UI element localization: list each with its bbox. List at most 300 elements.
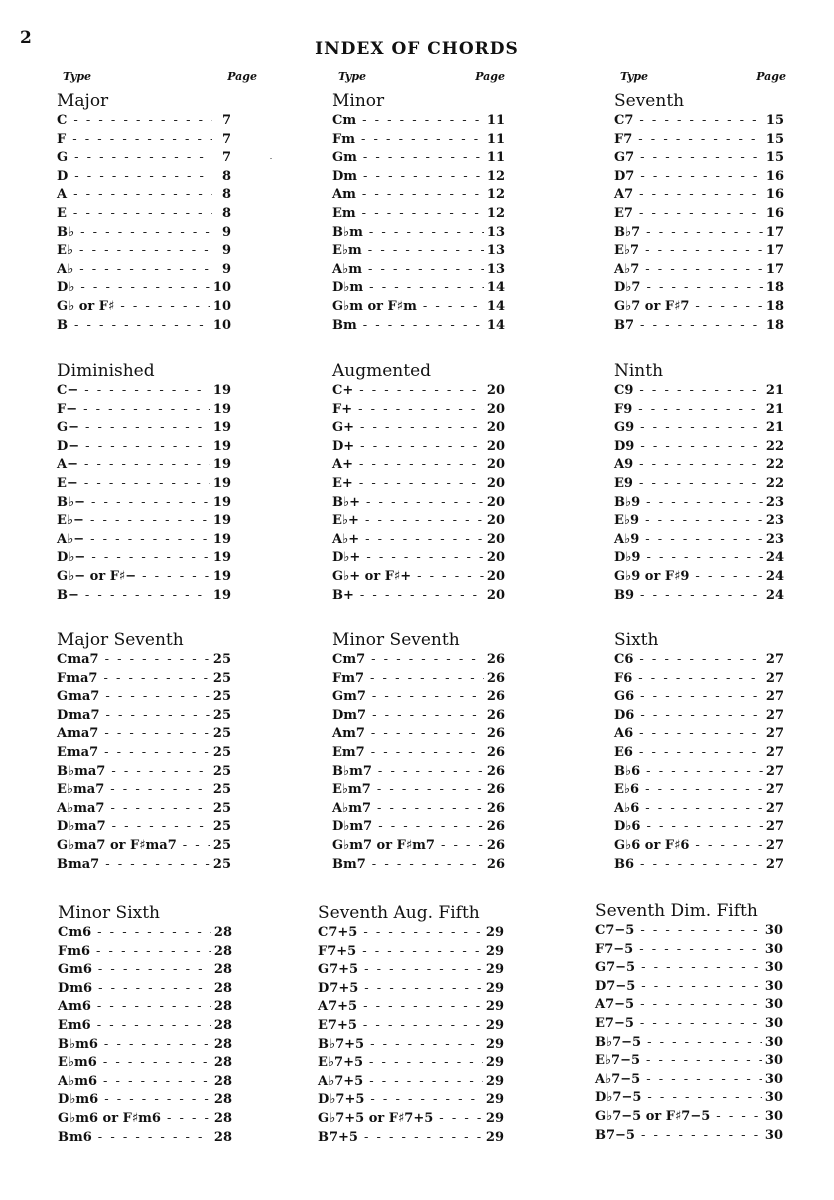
dot-leader [695,300,762,314]
chord-row [614,298,784,317]
chord-name: G9 [614,420,635,436]
chord-name: F [57,131,67,147]
chord-name: Em6 [58,1017,91,1033]
chord-row [614,781,784,800]
dot-leader [640,170,763,184]
chord-name: A♭− [57,531,85,547]
page-ref: 20 [486,457,505,473]
page-ref: 15 [765,131,784,147]
page-ref: 26 [486,726,505,742]
chord-name: Dma7 [57,707,100,723]
chord-row [318,961,504,980]
dot-leader [639,943,762,957]
page-ref: 20 [486,438,505,454]
chord-name: B− [57,587,79,603]
chord-name: C7−5 [595,923,635,938]
dot-leader [641,961,762,975]
dot-leader [639,188,763,202]
dot-leader [73,207,212,221]
page-ref: 23 [765,513,784,529]
page-ref: 20 [486,513,505,529]
dot-leader [91,496,210,510]
dot-leader [105,690,210,704]
dot-leader [112,820,210,834]
chord-row [595,959,783,978]
chord-name: A♭m6 [58,1073,98,1089]
dot-leader [638,403,763,417]
chord-list [57,382,231,605]
dot-leader [366,551,484,565]
chord-name: G [57,150,69,166]
page-ref: 20 [486,420,505,436]
chord-list [595,922,783,1145]
dot-leader [377,802,484,816]
chord-row [332,725,505,744]
dot-leader [640,858,763,872]
chord-name: E [57,205,67,221]
dot-leader [91,551,210,565]
chord-row [614,512,784,531]
page-ref: 14 [486,280,505,296]
section-title: Diminished [57,361,155,381]
section-seventh-aug-fifth [318,903,504,1147]
chord-row [332,781,505,800]
page-ref: 30 [764,941,783,957]
dot-leader [83,403,210,417]
page-ref: 26 [486,782,505,798]
dot-leader [84,384,210,398]
page-ref: 30 [764,1053,783,1069]
section-minor [332,91,505,335]
dot-leader [377,783,484,797]
chord-row [332,494,505,513]
dot-leader [638,133,763,147]
chord-row [57,781,231,800]
dot-leader [183,839,210,853]
chord-row [332,707,505,726]
chord-name: B7+5 [318,1129,358,1145]
dot-leader [640,709,763,723]
chord-row [614,317,784,336]
page-ref: 30 [764,1108,783,1124]
chord-row [614,419,784,438]
dot-leader [80,226,212,240]
page-ref: 16 [765,187,784,203]
page-ref: 15 [765,150,784,166]
page-ref: 26 [486,819,505,835]
page-ref: 14 [486,298,505,314]
page-ref: 18 [765,280,784,296]
chord-row [318,980,504,999]
chord-name: C− [57,383,79,398]
section-augmented [332,361,505,605]
page-ref: 27 [765,763,784,779]
chord-row [58,961,232,980]
chord-row [332,531,505,550]
page-ref: 29 [485,943,504,959]
chord-row [614,549,784,568]
dot-leader [695,839,762,853]
chord-row [614,475,784,494]
dot-leader [363,170,484,184]
chord-name: B♭6 [614,763,641,779]
page-ref: 24 [765,587,784,603]
page-ref: 27 [765,652,784,667]
dot-leader [364,963,483,977]
dot-leader [110,783,210,797]
section-ninth [614,361,784,605]
page-ref: 19 [212,438,231,454]
chord-name: A7−5 [595,997,635,1013]
chord-name: G7 [614,150,635,166]
chord-row [595,996,783,1015]
page-ref: 19 [212,587,231,603]
page-ref: 19 [212,550,231,566]
type-header: Type [338,70,367,83]
chord-row [332,651,505,670]
chord-row [332,670,505,689]
dot-leader [79,263,212,277]
dot-leader [645,533,763,547]
section-major [57,91,231,335]
chord-name: A− [57,457,78,473]
chord-row [57,651,231,670]
chord-name: C+ [332,383,354,398]
page-ref: 29 [485,1073,504,1089]
chord-row [58,1017,232,1036]
dot-leader [73,114,212,128]
chord-row [57,382,231,401]
chord-name: D7−5 [595,978,636,994]
dot-leader [364,982,483,996]
chord-name: B+ [332,587,354,603]
chord-row [57,475,231,494]
dot-leader [371,746,484,760]
dot-leader [73,188,212,202]
page-header: Page [227,70,257,83]
page-ref: 20 [486,494,505,510]
page-ref: 29 [485,999,504,1015]
page-ref: 19 [212,383,231,398]
chord-row [57,688,231,707]
chord-row [332,317,505,336]
page-ref: 25 [212,800,231,816]
chord-name: E♭9 [614,513,640,529]
chord-name: F6 [614,670,633,686]
dot-leader [363,1000,483,1014]
chord-list [332,112,505,335]
page-ref: 27 [765,782,784,798]
chord-row [614,800,784,819]
page-ref: 30 [764,978,783,994]
chord-list [614,382,784,605]
dot-leader [85,589,210,603]
chord-name: G♭m7 or F♯m7 [332,837,435,853]
page-ref: 28 [213,943,232,959]
page-ref: 7 [221,150,231,166]
page-ref: 19 [212,494,231,510]
dot-leader [104,1038,211,1052]
dot-leader [360,421,484,435]
chord-row [332,382,505,401]
dot-leader [646,765,763,779]
chord-row [614,568,784,587]
chord-name: G7+5 [318,962,359,978]
chord-row [332,298,505,317]
chord-name: E♭m [332,243,362,259]
chord-row [614,725,784,744]
chord-name: F7+5 [318,943,357,959]
dot-leader [639,477,763,491]
chord-row [595,1089,783,1108]
page-ref: 8 [221,168,231,184]
page-ref: 24 [765,550,784,566]
dot-leader [372,709,484,723]
page-ref: 17 [765,224,784,240]
chord-name: D− [57,438,80,454]
chord-name: E− [57,475,78,491]
chord-row [318,998,504,1017]
chord-name: D♭+ [332,550,361,566]
chord-row [332,279,505,298]
chord-row [595,922,783,941]
chord-row [57,587,231,606]
dot-leader [645,263,763,277]
chord-row [332,763,505,782]
dot-leader [358,403,484,417]
dot-leader [74,319,210,333]
dot-leader [645,514,763,528]
page-ref: 15 [765,113,784,128]
chord-name: G6 [614,689,635,705]
page-ref: 21 [765,420,784,436]
page-ref: 30 [764,960,783,976]
page-ref: 19 [212,401,231,417]
chord-row [58,1091,232,1110]
dot-leader [97,1000,211,1014]
dot-leader [639,458,763,472]
page-ref: 26 [486,763,505,779]
dot-leader [640,440,763,454]
dot-leader [362,188,484,202]
page-ref: 22 [765,457,784,473]
dot-leader [74,151,212,165]
chord-name: A7 [614,187,634,203]
chord-row [332,549,505,568]
page-ref: 13 [486,261,505,277]
page-ref: 26 [486,670,505,686]
page-ref: 27 [765,707,784,723]
chord-name: Dm6 [58,980,93,996]
chord-name: E♭ [57,243,74,259]
chord-row [614,670,784,689]
chord-row [332,512,505,531]
page-ref: 25 [212,652,231,667]
dot-leader [639,727,763,741]
section-minor-seventh [332,630,505,874]
chord-row [58,980,232,999]
chord-row [332,818,505,837]
chord-name: C6 [614,652,634,667]
dot-leader [646,1073,762,1087]
page-ref: 24 [765,568,784,584]
dot-leader [369,226,484,240]
dot-leader [640,421,763,435]
page-ref: 26 [486,652,505,667]
page-ref: 10 [212,298,231,314]
page-ref: 25 [212,763,231,779]
page-ref: 7 [221,131,231,147]
page-ref: 25 [212,670,231,686]
chord-row [57,112,231,131]
page-ref: 12 [486,187,505,203]
chord-list [57,112,231,335]
chord-name: D♭m [332,280,364,296]
chord-name: Fm6 [58,943,91,959]
chord-name: Ama7 [57,726,99,742]
chord-name: Cma7 [57,652,99,667]
chord-name: Cm7 [332,652,366,667]
page-ref: 19 [212,420,231,436]
dot-leader [103,672,209,686]
chord-name: Fm [332,131,355,147]
chord-row [614,261,784,280]
chord-row [318,1073,504,1092]
dot-leader [423,300,484,314]
chord-name: C7 [614,113,634,128]
chord-row [614,382,784,401]
chord-row [58,1110,232,1129]
dot-leader [378,765,484,779]
dot-leader [72,133,212,147]
chord-row [332,131,505,150]
chord-name: E♭m6 [58,1055,97,1071]
chord-name: B♭m6 [58,1036,98,1052]
dot-leader [640,998,762,1012]
column-header-1 [57,70,257,86]
page-ref: 30 [764,923,783,938]
dot-leader [646,551,762,565]
chord-name: Gm [332,150,357,166]
page-ref: 26 [486,856,505,872]
page-ref: 8 [221,205,231,221]
chord-name: A♭ [57,261,74,277]
chord-row [614,688,784,707]
chord-name: D7+5 [318,980,359,996]
dot-leader [372,690,484,704]
section-title: Minor Sixth [58,903,161,923]
page-ref: 18 [765,317,784,333]
chord-name: E7 [614,205,633,221]
column-header-3 [614,70,786,86]
dot-leader [361,133,484,147]
dot-leader [640,151,763,165]
dot-leader [363,151,484,165]
chord-list [57,651,231,874]
page-ref: 25 [212,689,231,705]
chord-row [332,186,505,205]
page-ref: 28 [213,925,232,940]
chord-name: D♭7+5 [318,1092,365,1108]
dot-leader [105,858,210,872]
chord-row [57,531,231,550]
page-ref: 12 [486,168,505,184]
dot-leader [640,690,763,704]
page-ref: 27 [765,837,784,853]
dot-leader [365,514,484,528]
chord-name: G♭6 or F♯6 [614,837,690,853]
chord-list [332,382,505,605]
section-title: Minor [332,91,385,111]
chord-row [57,800,231,819]
chord-name: F− [57,401,78,417]
chord-name: Am [332,187,356,203]
dot-leader [370,1038,483,1052]
dot-leader [167,1112,211,1126]
chord-row [332,568,505,587]
chord-name: G− [57,420,79,436]
dot-leader [359,458,484,472]
chord-row [57,763,231,782]
page-ref: 10 [212,317,231,333]
dot-leader [106,709,210,723]
dot-leader [370,1093,483,1107]
chord-row [595,941,783,960]
chord-name: Bm [332,317,357,333]
page-ref: 17 [765,243,784,259]
chord-list [318,924,504,1147]
type-header: Type [620,70,649,83]
chord-name: A6 [614,726,634,742]
chord-name: D♭7−5 [595,1090,642,1106]
chord-row [614,186,784,205]
dot-leader [417,570,484,584]
chord-name: E7+5 [318,1017,357,1033]
chord-name: Em7 [332,744,365,760]
page-ref: 20 [486,568,505,584]
dot-leader [371,653,484,667]
dot-leader [110,802,209,816]
chord-name: G♭m6 or F♯m6 [58,1110,161,1126]
page-ref: 26 [486,689,505,705]
dot-leader [363,1019,483,1033]
page-title: INDEX OF CHORDS [315,39,519,59]
chord-name: D9 [614,438,635,454]
page-ref: 29 [485,1092,504,1108]
chord-row [332,856,505,875]
dot-leader [84,458,210,472]
chord-name: B♭9 [614,494,641,510]
dot-leader [646,281,762,295]
chord-name: G♭m or F♯m [332,298,417,314]
chord-row [58,1073,232,1092]
page-ref: 21 [765,401,784,417]
dot-leader [370,672,484,686]
dot-leader [98,982,211,996]
page-ref: 29 [485,925,504,940]
chord-row [58,998,232,1017]
page-ref: 28 [213,1055,232,1071]
chord-name: E+ [332,475,353,491]
chord-name: G7−5 [595,960,636,976]
page-header: Page [756,70,786,83]
chord-name: E♭6 [614,782,640,798]
page-ref: 17 [765,261,784,277]
page-ref: 13 [486,224,505,240]
chord-row [57,224,231,243]
chord-row [332,587,505,606]
chord-name: C [57,113,68,128]
